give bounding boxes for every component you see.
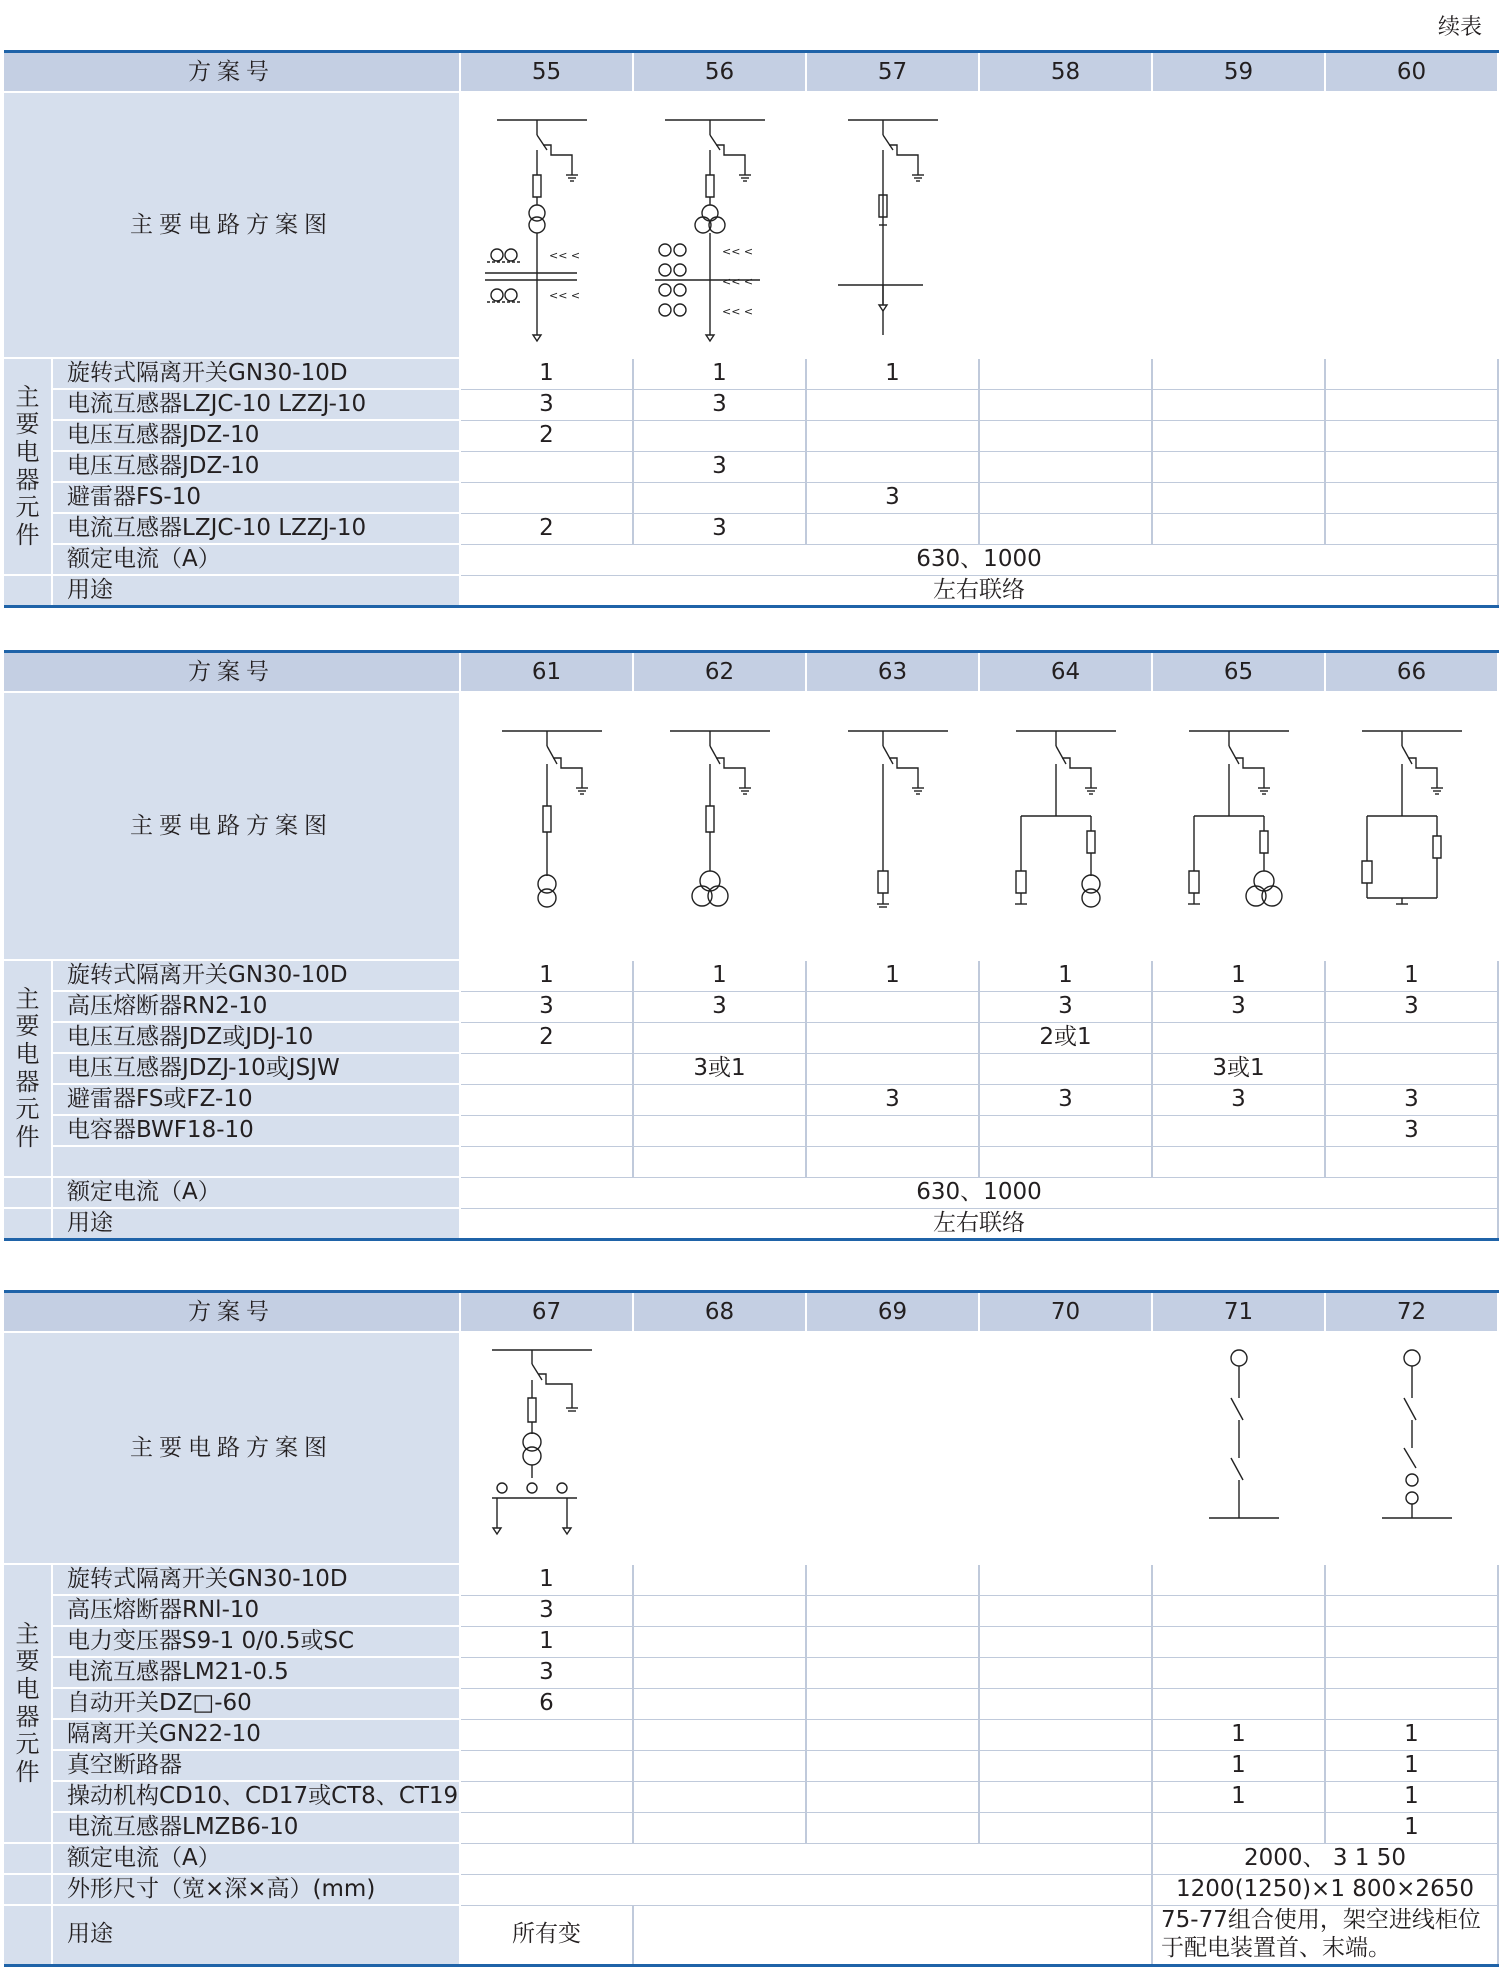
- component-qty: 6: [460, 1688, 633, 1719]
- component-qty: 3: [633, 513, 806, 544]
- component-qty: [1152, 420, 1325, 451]
- scheme-table-1: [4, 50, 1499, 608]
- spacer-cell: [4, 1874, 52, 1905]
- component-qty: [1325, 1564, 1498, 1595]
- scheme-number: 68: [633, 1292, 806, 1333]
- spacer-cell: [4, 1177, 52, 1208]
- component-qty: [633, 420, 806, 451]
- component-qty: 3: [1152, 991, 1325, 1022]
- scheme-number: 67: [460, 1292, 633, 1333]
- component-qty: [1152, 358, 1325, 389]
- component-qty: 1: [460, 358, 633, 389]
- component-name: 隔离开关GN22-10: [52, 1719, 460, 1750]
- component-qty: [979, 389, 1152, 420]
- spacer-cell: [4, 1208, 52, 1239]
- circuit-diagram-label: 主要电路方案图: [4, 92, 460, 358]
- component-qty: [460, 482, 633, 513]
- component-qty: [633, 1719, 806, 1750]
- component-qty: [1152, 1688, 1325, 1719]
- rated-current-empty: [460, 1843, 1152, 1874]
- component-qty: 1: [806, 358, 979, 389]
- component-qty: [460, 1146, 633, 1177]
- dimensions-label: 外形尺寸（宽×深×高）(mm): [52, 1874, 460, 1905]
- scheme-table-2: [4, 650, 1499, 1241]
- component-name: 旋转式隔离开关GN30-10D: [52, 960, 460, 991]
- component-qty: [979, 1781, 1152, 1812]
- component-qty: 3: [1325, 991, 1498, 1022]
- component-qty: [1325, 1626, 1498, 1657]
- component-qty: 3: [460, 1595, 633, 1626]
- component-qty: [806, 1719, 979, 1750]
- component-qty: 3: [460, 991, 633, 1022]
- component-qty: [979, 1053, 1152, 1084]
- circuit-diagram-60: [1325, 92, 1498, 358]
- component-qty: [806, 1146, 979, 1177]
- usage-label: 用途: [52, 1905, 460, 1965]
- usage-value: 左右联络: [460, 1208, 1498, 1239]
- component-name: 电压互感器JDZJ-10或JSJW: [52, 1053, 460, 1084]
- component-qty: [806, 1812, 979, 1843]
- component-qty: 3: [633, 389, 806, 420]
- component-qty: [1325, 482, 1498, 513]
- component-qty: [1325, 1688, 1498, 1719]
- spacer-cell: [4, 1843, 52, 1874]
- component-name: [52, 1146, 460, 1177]
- main-components-label: 主 要 电 器 元 件: [4, 358, 52, 575]
- component-qty: [633, 1595, 806, 1626]
- scheme-number: 63: [806, 652, 979, 693]
- component-name: 电流互感器LZJC-10 LZZJ-10: [52, 389, 460, 420]
- component-qty: [633, 1812, 806, 1843]
- circuit-diagram-66: [1325, 692, 1498, 960]
- component-qty: 3: [806, 482, 979, 513]
- component-qty: 1: [633, 358, 806, 389]
- component-qty: 3: [1325, 1084, 1498, 1115]
- component-qty: [979, 513, 1152, 544]
- component-name: 高压熔断器RN2-10: [52, 991, 460, 1022]
- scheme-number-header: 方案号: [4, 652, 460, 693]
- scheme-number-header: 方案号: [4, 52, 460, 93]
- component-qty: [460, 1781, 633, 1812]
- component-qty: [1325, 1146, 1498, 1177]
- component-qty: [979, 1688, 1152, 1719]
- component-name: 电流互感器LM21-0.5: [52, 1657, 460, 1688]
- rated-current-value: 630、1000: [460, 544, 1498, 575]
- component-name: 真空断路器: [52, 1750, 460, 1781]
- svg-text:<< <: << <: [721, 275, 753, 288]
- component-qty: [979, 451, 1152, 482]
- component-qty: [1325, 358, 1498, 389]
- component-qty: [979, 1146, 1152, 1177]
- component-qty: [460, 1115, 633, 1146]
- component-qty: [979, 1564, 1152, 1595]
- usage-empty: [633, 1905, 1152, 1965]
- component-qty: [806, 1688, 979, 1719]
- component-qty: [806, 513, 979, 544]
- main-components-label: 主 要 电 器 元 件: [4, 1564, 52, 1843]
- circuit-diagram-71: [1152, 1332, 1325, 1564]
- component-qty: 3: [633, 451, 806, 482]
- circuit-diagram-58: [979, 92, 1152, 358]
- scheme-number: 70: [979, 1292, 1152, 1333]
- circuit-diagram-59: [1152, 92, 1325, 358]
- component-qty: 1: [1325, 1812, 1498, 1843]
- component-qty: 1: [1152, 960, 1325, 991]
- component-qty: [1325, 451, 1498, 482]
- component-qty: 1: [1152, 1750, 1325, 1781]
- component-qty: [1152, 451, 1325, 482]
- circuit-diagram-69: [806, 1332, 979, 1564]
- component-name: 操动机构CD10、CD17或CT8、CT19: [52, 1781, 460, 1812]
- usage-label: 用途: [52, 1208, 460, 1239]
- component-qty: 3: [633, 991, 806, 1022]
- component-qty: 2: [460, 513, 633, 544]
- dimensions-empty: [460, 1874, 1152, 1905]
- component-qty: [1152, 1022, 1325, 1053]
- scheme-number: 62: [633, 652, 806, 693]
- component-qty: [806, 991, 979, 1022]
- component-qty: [806, 1750, 979, 1781]
- component-name: 电流互感器LZJC-10 LZZJ-10: [52, 513, 460, 544]
- component-qty: [1152, 1657, 1325, 1688]
- component-qty: 1: [460, 1564, 633, 1595]
- component-qty: [633, 1564, 806, 1595]
- component-name: 电力变压器S9-1 0/0.5或SC: [52, 1626, 460, 1657]
- svg-text:<< <: << <: [721, 245, 753, 258]
- component-qty: [460, 451, 633, 482]
- component-qty: [633, 1084, 806, 1115]
- circuit-diagram-55: [460, 92, 633, 358]
- component-qty: [806, 1115, 979, 1146]
- circuit-diagram-56: [633, 92, 806, 358]
- component-qty: 3: [460, 1657, 633, 1688]
- scheme-number: 58: [979, 52, 1152, 93]
- component-qty: [806, 1595, 979, 1626]
- scheme-number: 65: [1152, 652, 1325, 693]
- component-name: 自动开关DZ□-60: [52, 1688, 460, 1719]
- component-qty: [979, 1626, 1152, 1657]
- component-qty: [1325, 1595, 1498, 1626]
- component-qty: [979, 1750, 1152, 1781]
- component-qty: [806, 1657, 979, 1688]
- svg-text:<< <: << <: [721, 305, 753, 318]
- component-qty: [1152, 513, 1325, 544]
- component-qty: [1325, 389, 1498, 420]
- component-name: 电压互感器JDZ或JDJ-10: [52, 1022, 460, 1053]
- scheme-number: 57: [806, 52, 979, 93]
- component-name: 电压互感器JDZ-10: [52, 420, 460, 451]
- rated-current-label: 额定电流（A）: [52, 544, 460, 575]
- component-qty: 1: [633, 960, 806, 991]
- usage-value: 左右联络: [460, 575, 1498, 606]
- scheme-number-header: 方案号: [4, 1292, 460, 1333]
- component-qty: [633, 1750, 806, 1781]
- component-qty: [1152, 1812, 1325, 1843]
- component-qty: [1325, 420, 1498, 451]
- component-qty: [979, 358, 1152, 389]
- spacer-cell: [4, 575, 52, 606]
- svg-text:<< <: << <: [548, 289, 580, 302]
- rated-current-label: 额定电流（A）: [52, 1177, 460, 1208]
- component-qty: 3: [979, 1084, 1152, 1115]
- component-qty: [806, 1022, 979, 1053]
- component-qty: 3: [806, 1084, 979, 1115]
- component-qty: [979, 1115, 1152, 1146]
- component-qty: [633, 1626, 806, 1657]
- component-qty: [1152, 1146, 1325, 1177]
- svg-text:<< <: << <: [548, 249, 580, 262]
- component-qty: 2: [460, 420, 633, 451]
- circuit-diagram-65: [1152, 692, 1325, 960]
- circuit-diagram-62: [633, 692, 806, 960]
- main-components-label: 主 要 电 器 元 件: [4, 960, 52, 1177]
- spacer-cell: [4, 1905, 52, 1965]
- component-qty: 1: [1152, 1781, 1325, 1812]
- component-qty: [460, 1812, 633, 1843]
- component-qty: [979, 1657, 1152, 1688]
- component-name: 旋转式隔离开关GN30-10D: [52, 1564, 460, 1595]
- rated-current-value: 630、1000: [460, 1177, 1498, 1208]
- component-qty: 1: [460, 960, 633, 991]
- component-qty: 3: [979, 991, 1152, 1022]
- component-qty: 2或1: [979, 1022, 1152, 1053]
- component-qty: 1: [1325, 960, 1498, 991]
- component-qty: [460, 1719, 633, 1750]
- component-qty: 3或1: [1152, 1053, 1325, 1084]
- component-qty: [1152, 482, 1325, 513]
- rated-current-value: 2000、 3 1 50: [1152, 1843, 1498, 1874]
- scheme-number: 72: [1325, 1292, 1498, 1333]
- component-qty: [633, 1781, 806, 1812]
- scheme-number: 59: [1152, 52, 1325, 93]
- component-qty: 1: [1325, 1750, 1498, 1781]
- component-name: 避雷器FS-10: [52, 482, 460, 513]
- scheme-number: 69: [806, 1292, 979, 1333]
- component-qty: [979, 482, 1152, 513]
- component-qty: 1: [1325, 1781, 1498, 1812]
- dimensions-value: 1200(1250)×1 800×2650: [1152, 1874, 1498, 1905]
- component-qty: [460, 1053, 633, 1084]
- rated-current-label: 额定电流（A）: [52, 1843, 460, 1874]
- usage-value-71-72: 75-77组合使用，架空进线柜位于配电装置首、末端。: [1152, 1905, 1498, 1965]
- circuit-diagram-label: 主要电路方案图: [4, 692, 460, 960]
- component-qty: [1152, 1115, 1325, 1146]
- component-qty: [1152, 1626, 1325, 1657]
- component-qty: [633, 1022, 806, 1053]
- scheme-number: 55: [460, 52, 633, 93]
- component-qty: [1325, 1053, 1498, 1084]
- component-qty: [979, 420, 1152, 451]
- component-qty: 3: [1325, 1115, 1498, 1146]
- component-qty: [633, 1657, 806, 1688]
- component-qty: [979, 1595, 1152, 1626]
- component-qty: [806, 1053, 979, 1084]
- circuit-diagram-57: [806, 92, 979, 358]
- scheme-number: 64: [979, 652, 1152, 693]
- component-qty: [806, 1781, 979, 1812]
- component-name: 旋转式隔离开关GN30-10D: [52, 358, 460, 389]
- component-qty: 1: [979, 960, 1152, 991]
- component-name: 高压熔断器RNl-10: [52, 1595, 460, 1626]
- circuit-diagram-61: [460, 692, 633, 960]
- component-qty: [806, 389, 979, 420]
- circuit-diagram-63: [806, 692, 979, 960]
- scheme-number: 66: [1325, 652, 1498, 693]
- component-qty: 3: [460, 389, 633, 420]
- component-qty: 1: [806, 960, 979, 991]
- scheme-number: 56: [633, 52, 806, 93]
- component-name: 电容器BWF18-10: [52, 1115, 460, 1146]
- component-qty: 2: [460, 1022, 633, 1053]
- component-name: 电流互感器LMZB6-10: [52, 1812, 460, 1843]
- component-name: 电压互感器JDZ-10: [52, 451, 460, 482]
- circuit-diagram-68: [633, 1332, 806, 1564]
- component-qty: [460, 1084, 633, 1115]
- component-qty: [633, 482, 806, 513]
- component-qty: [1325, 1657, 1498, 1688]
- circuit-diagram-label: 主要电路方案图: [4, 1332, 460, 1564]
- component-qty: 3或1: [633, 1053, 806, 1084]
- component-qty: 1: [460, 1626, 633, 1657]
- circuit-diagram-70: [979, 1332, 1152, 1564]
- component-qty: [806, 420, 979, 451]
- component-qty: [633, 1688, 806, 1719]
- component-qty: [1152, 1595, 1325, 1626]
- component-name: 避雷器FS或FZ-10: [52, 1084, 460, 1115]
- component-qty: [1152, 1564, 1325, 1595]
- component-qty: 1: [1152, 1719, 1325, 1750]
- component-qty: [806, 451, 979, 482]
- component-qty: [806, 1564, 979, 1595]
- circuit-diagram-64: [979, 692, 1152, 960]
- component-qty: [979, 1719, 1152, 1750]
- scheme-number: 71: [1152, 1292, 1325, 1333]
- circuit-diagram-72: [1325, 1332, 1498, 1564]
- component-qty: [1325, 1022, 1498, 1053]
- component-qty: [806, 1626, 979, 1657]
- usage-label: 用途: [52, 575, 460, 606]
- continued-label: 续表: [1437, 15, 1482, 40]
- scheme-table-3: [4, 1290, 1499, 1967]
- component-qty: [633, 1115, 806, 1146]
- circuit-diagram-67: [460, 1332, 633, 1564]
- component-qty: 1: [1325, 1719, 1498, 1750]
- component-qty: [1325, 513, 1498, 544]
- component-qty: [460, 1750, 633, 1781]
- component-qty: [633, 1146, 806, 1177]
- component-qty: 3: [1152, 1084, 1325, 1115]
- usage-value-67: 所有变: [460, 1905, 633, 1965]
- scheme-number: 60: [1325, 52, 1498, 93]
- component-qty: [1152, 389, 1325, 420]
- component-qty: [979, 1812, 1152, 1843]
- scheme-number: 61: [460, 652, 633, 693]
